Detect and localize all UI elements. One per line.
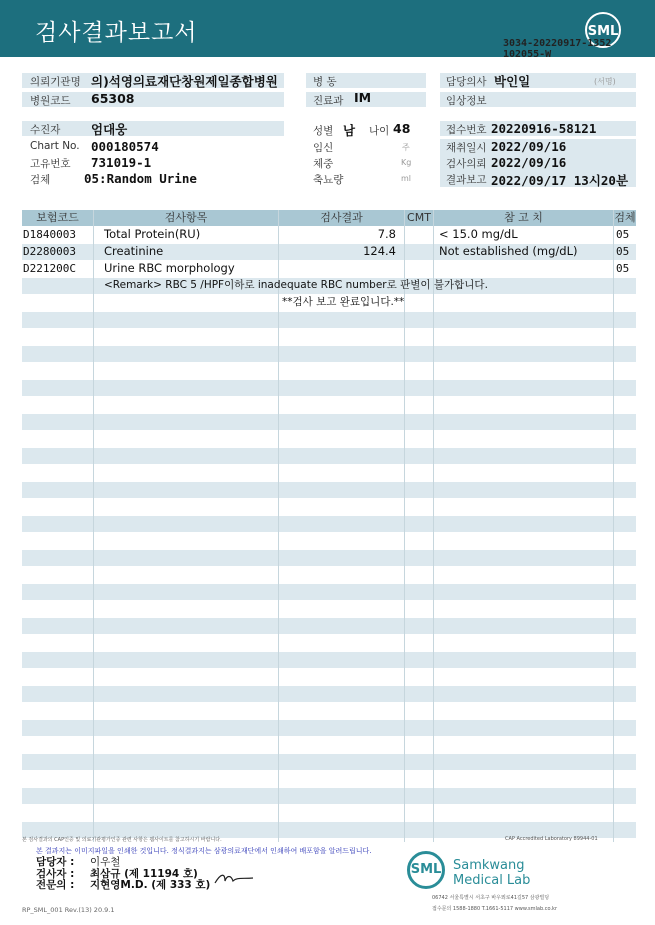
request-label: 검사의뢰 bbox=[446, 158, 487, 170]
doc-id-line2: 102055-W bbox=[503, 49, 552, 60]
form-number: RP_SML_001 Rev.(13) 20.9.1 bbox=[22, 906, 115, 914]
ward-label: 병 동 bbox=[313, 76, 337, 88]
urine-unit: ml bbox=[401, 174, 412, 183]
stripe bbox=[22, 652, 636, 668]
stripe bbox=[22, 550, 636, 566]
stripe bbox=[22, 788, 636, 804]
stripe bbox=[22, 720, 636, 736]
col-divider bbox=[433, 210, 434, 842]
lab-contact: 접수문의 1588-1880 T.1661-5117 www.smlab.co.kr bbox=[432, 906, 557, 912]
row-item: Urine RBC morphology bbox=[104, 261, 235, 275]
patient-bar bbox=[22, 121, 284, 136]
doc-id-line1: 3034-20220917-1352 bbox=[503, 38, 612, 49]
page-title: 검사결과보고서 bbox=[35, 20, 198, 46]
row-code: D221200C bbox=[23, 262, 76, 275]
weight-label: 체중 bbox=[313, 158, 334, 170]
org-label: 의뢰기관명 bbox=[30, 76, 81, 88]
doctor-value: 박인일 bbox=[494, 74, 531, 89]
stripe bbox=[22, 618, 636, 634]
col-header-code: 보험코드 bbox=[22, 210, 93, 226]
doctor-label: 담당의사 bbox=[446, 76, 487, 88]
collect-label: 채취일시 bbox=[446, 142, 487, 154]
row-item: Total Protein(RU) bbox=[104, 227, 201, 241]
report-complete-text: **검사 보고 완료입니다.** bbox=[282, 296, 405, 308]
lab-address: 06742 서울특별시 서초구 바우뫼로41길57 삼광빌딩 bbox=[432, 895, 550, 901]
staff-value: 이우철 bbox=[90, 856, 121, 868]
cap-accreditation: CAP Accredited Laboratory 89944-01 bbox=[505, 836, 598, 842]
specialist-value: 지현영M.D. (제 333 호) bbox=[90, 879, 211, 891]
examiner-value: 최삼규 (제 11194 호) bbox=[90, 868, 198, 880]
print-notice: 본 결과지는 이미지파일을 인쇄한 것입니다. 정식결과지는 삼광의료재단에서 인쇄하여 배포함을 알려드립니다. bbox=[36, 847, 372, 855]
dept-value: IM bbox=[354, 90, 372, 105]
lab-name-line1: Samkwang bbox=[453, 858, 525, 873]
patient-label: 수진자 bbox=[30, 124, 61, 136]
col-header-ref: 참 고 치 bbox=[434, 210, 613, 226]
code-value: 65308 bbox=[91, 91, 135, 106]
col-header-spec: 검체 bbox=[614, 211, 636, 224]
dept-label: 진료과 bbox=[313, 95, 344, 107]
age-value: 48 bbox=[393, 121, 411, 136]
id-value: 731019-1 bbox=[91, 155, 152, 170]
request-value: 2022/09/16 bbox=[491, 155, 567, 170]
stripe bbox=[22, 584, 636, 600]
sex-value: 남 bbox=[343, 123, 356, 138]
row-item: Creatinine bbox=[104, 244, 164, 258]
stripe bbox=[22, 414, 636, 430]
col-header-cmt: CMT bbox=[405, 210, 433, 226]
cap-note: 본 검사결과의 CAP인증 및 의료기관평가인증 관련 사항은 웹사이트를 참고하시기 바랍니다. bbox=[22, 837, 222, 843]
stripe bbox=[22, 448, 636, 464]
patient-value: 엄대웅 bbox=[91, 122, 128, 137]
stripe bbox=[22, 380, 636, 396]
chart-value: 000180574 bbox=[91, 139, 159, 154]
col-divider bbox=[613, 210, 614, 842]
row-ref: Not established (mg/dL) bbox=[439, 244, 578, 258]
weight-unit: Kg bbox=[401, 158, 412, 167]
chart-label: Chart No. bbox=[30, 140, 80, 152]
specimen-value: 05:Random Urine bbox=[84, 171, 197, 186]
lab-name-line2: Medical Lab bbox=[453, 873, 531, 888]
col-divider bbox=[278, 210, 279, 842]
clinical-label: 임상정보 bbox=[446, 95, 487, 107]
row-spec: 05 bbox=[616, 228, 630, 241]
recv-value: 20220916-58121 bbox=[491, 121, 597, 136]
preg-label: 임신 bbox=[313, 142, 334, 154]
preg-unit: 주 bbox=[402, 143, 410, 152]
row-code: D1840003 bbox=[23, 228, 76, 241]
report-value: 2022/09/17 13시20분 bbox=[491, 173, 629, 188]
remark-text: <Remark> RBC 5 /HPF이하로 inadequate RBC number로 판별이 불가합니다. bbox=[104, 279, 488, 291]
staff-label: 담당자 : bbox=[36, 856, 75, 868]
row-spec: 05 bbox=[616, 245, 630, 258]
row-spec: 05 bbox=[616, 262, 630, 275]
col-header-item: 검사항목 bbox=[94, 210, 278, 226]
id-label: 고유번호 bbox=[30, 158, 71, 170]
stripe bbox=[22, 312, 636, 328]
row-ref: < 15.0 mg/dL bbox=[439, 227, 518, 241]
col-divider bbox=[93, 210, 94, 842]
examiner-label: 검사자 : bbox=[36, 868, 75, 880]
recv-label: 접수번호 bbox=[446, 124, 487, 136]
specialist-label: 전문의 : bbox=[36, 879, 75, 891]
doctor-sign: (서명) bbox=[594, 77, 616, 86]
row-result: 7.8 bbox=[377, 227, 396, 241]
row-code: D2280003 bbox=[23, 245, 76, 258]
lab-name bbox=[453, 858, 530, 888]
org-value: 의)석영의료재단창원제일종합병원 bbox=[91, 74, 278, 89]
age-label: 나이 bbox=[369, 125, 390, 137]
stripe bbox=[22, 516, 636, 532]
sml-lab-logo-icon: SML bbox=[407, 851, 445, 889]
row-result: 124.4 bbox=[363, 244, 396, 258]
collect-value: 2022/09/16 bbox=[491, 139, 567, 154]
stripe bbox=[22, 754, 636, 770]
report-label: 결과보고 bbox=[446, 174, 487, 186]
sex-label: 성별 bbox=[313, 125, 334, 137]
stripe bbox=[22, 346, 636, 362]
stripe bbox=[22, 686, 636, 702]
urine-label: 축뇨량 bbox=[313, 174, 344, 186]
stripe bbox=[22, 482, 636, 498]
document-id bbox=[503, 38, 611, 60]
sml-logo-icon: SML bbox=[585, 12, 621, 48]
col-header-result: 검사결과 bbox=[279, 210, 404, 226]
signature-icon bbox=[213, 869, 257, 887]
specimen-label: 검체 bbox=[30, 174, 51, 186]
code-label: 병원코드 bbox=[30, 95, 71, 107]
